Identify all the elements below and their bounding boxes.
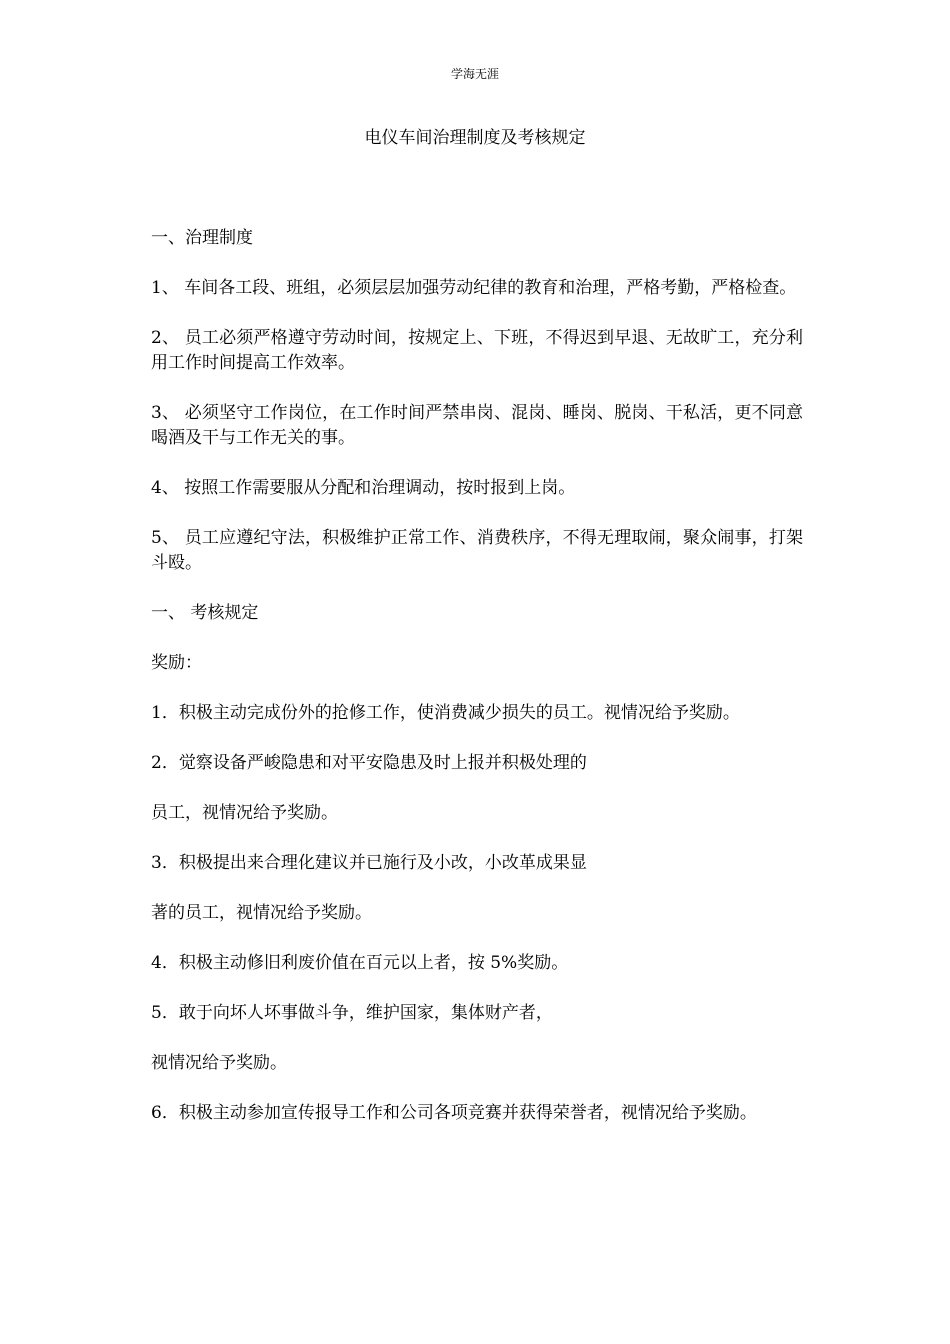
- reward-paragraph: 1．积极主动完成份外的抢修工作，使消费减少损失的员工。视情况给予奖励。: [151, 703, 740, 723]
- document-body: [151, 226, 803, 1151]
- rule-paragraph: 1、 车间各工段、班组，必须层层加强劳动纪律的教育和治理，严格考勤，严格检查。: [151, 278, 797, 298]
- rule-paragraph: 4、 按照工作需要服从分配和治理调动，按时报到上岗。: [151, 478, 576, 498]
- reward-paragraph: 4．积极主动修旧利废价值在百元以上者，按 5%奖励。: [151, 953, 569, 973]
- section-heading-assessment: 一、 考核规定: [151, 603, 259, 623]
- document-title: 电仪车间治理制度及考核规定: [364, 128, 586, 148]
- reward-paragraph: 2．觉察设备严峻隐患和对平安隐患及时上报并积极处理的: [151, 753, 587, 773]
- reward-paragraph: 3．积极提出来合理化建议并已施行及小改，小改革成果显: [151, 853, 587, 873]
- reward-paragraph: 著的员工，视情况给予奖励。: [151, 903, 372, 923]
- rule-paragraph: 3、 必须坚守工作岗位，在工作时间严禁串岗、混岗、睡岗、脱岗、干私活，更不同意喝酒及干与工作无关的事。: [151, 403, 803, 448]
- reward-paragraph: 5．敢于向坏人坏事做斗争，维护国家，集体财产者，: [151, 1003, 553, 1023]
- reward-paragraph: 员工，视情况给予奖励。: [151, 803, 338, 823]
- reward-paragraph: 6．积极主动参加宣传报导工作和公司各项竞赛并获得荣誉者，视情况给予奖励。: [151, 1103, 757, 1123]
- rule-paragraph: 2、 员工必须严格遵守劳动时间，按规定上、下班，不得迟到早退、无故旷工，充分利用工作时间提高工作效率。: [151, 328, 803, 373]
- section-heading-management: 一、治理制度: [151, 228, 253, 248]
- rule-paragraph: 5、 员工应遵纪守法，积极维护正常工作、消费秩序，不得无理取闹，聚众闹事，打架斗殴。: [151, 528, 803, 573]
- page-header: 学海无涯: [450, 67, 499, 81]
- subheading-rewards: 奖励：: [151, 653, 202, 673]
- reward-paragraph: 视情况给予奖励。: [151, 1053, 287, 1073]
